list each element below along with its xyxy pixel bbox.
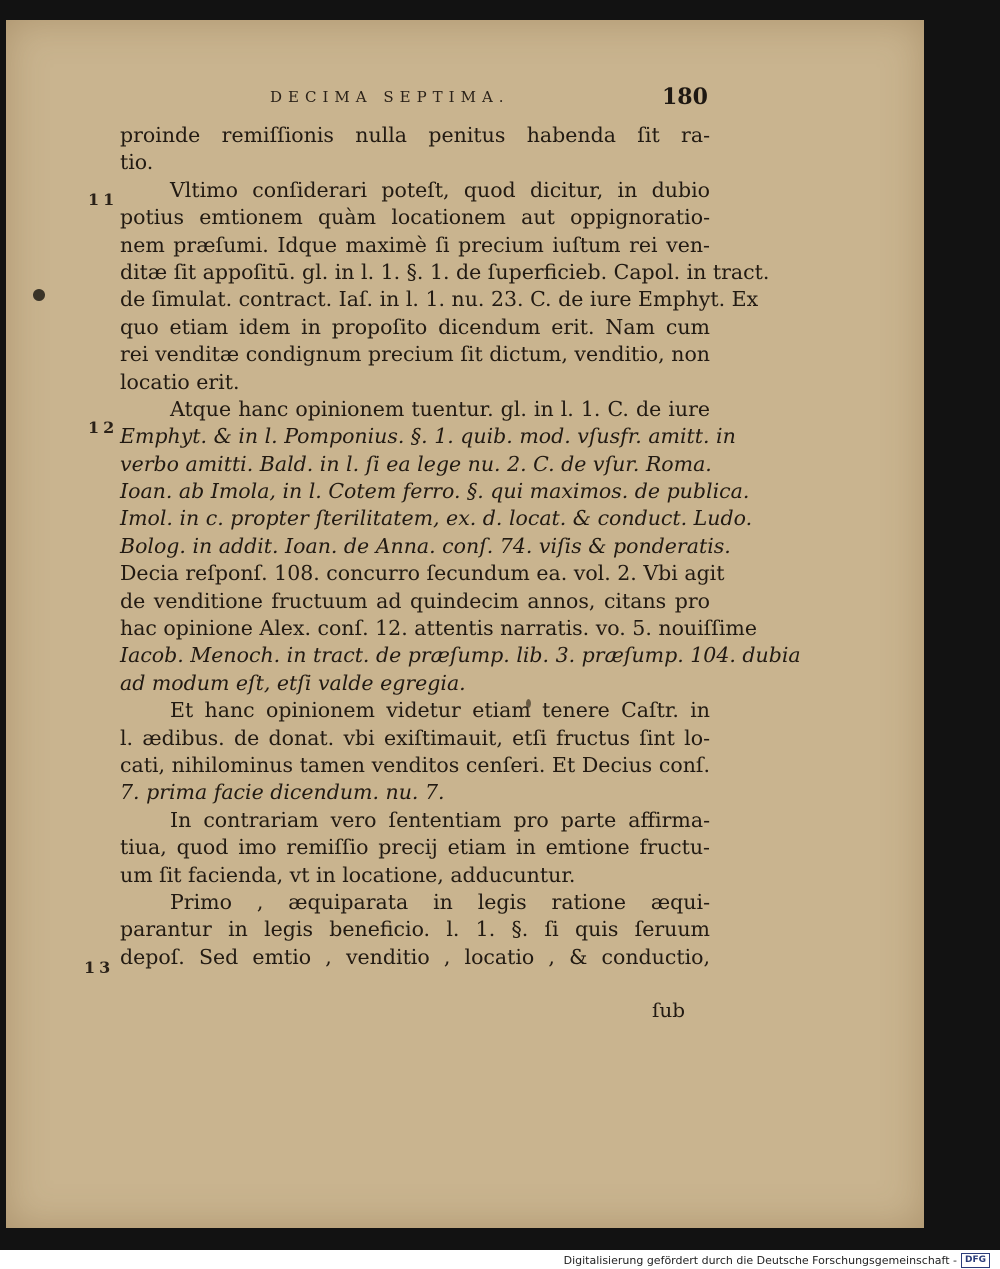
text-line: parantur in legis beneficio. l. 1. §. ſi quis ſeruum — [120, 917, 710, 942]
margin-number: 12 — [88, 418, 119, 437]
text-line: Imol. in c. propter ſterilitatem, ex. d. locat. & conduct. Ludo. — [120, 506, 753, 531]
text-line: ditæ ſit appoſitū. gl. in l. 1. §. 1. de ſuperficieb. Capol. in tract. — [120, 259, 770, 284]
digitization-footer — [564, 1252, 990, 1268]
text-line: de ſimulat. contract. Iaſ. in l. 1. nu. 23. C. de iure Emphyt. Ex — [120, 287, 759, 312]
text-line: Bolog. in addit. Ioan. de Anna. conſ. 74. viſis & ponderatis. — [120, 533, 731, 558]
text-line: hac opinione Alex. conſ. 12. attentis narratis. vo. 5. nouiſſime — [120, 616, 757, 641]
text-line: depoſ. Sed emtio , venditio , locatio , & conductio, — [120, 944, 710, 969]
text-line: de venditione fructuum ad quindecim annos, citans pro — [120, 588, 710, 613]
margin-number: 11 — [88, 190, 119, 209]
ink-stain — [33, 289, 45, 301]
text-line: Emphyt. & in l. Pomponius. §. 1. quib. mod. vſusfr. amitt. in — [120, 424, 736, 449]
margin-number: 13 — [84, 958, 115, 977]
body-text — [120, 122, 801, 971]
text-line: Vltimo conſiderari poteſt, quod dicitur, in dubio — [170, 177, 710, 202]
text-line: Decia reſponſ. 108. concurro ſecundum ea. vol. 2. Vbi agit — [120, 561, 725, 586]
text-line: Atque hanc opinionem tuentur. gl. in l. 1. C. de iure — [170, 396, 710, 421]
text-line: l. ædibus. de donat. vbi exiſtimauit, etſi fructus ſint lo- — [120, 725, 710, 750]
text-line: nem præſumi. Idque maximè ſi precium iuſtum rei ven- — [120, 232, 710, 257]
catchword: ſub — [652, 998, 686, 1022]
page-number: 180 — [662, 84, 708, 110]
text-line: Iacob. Menoch. in tract. de præſump. lib. 3. præſump. 104. dubia — [120, 643, 801, 668]
text-line: tiua, quod imo remiſſio precij etiam in emtione fructu- — [120, 835, 710, 860]
text-line: Et hanc opinionem videtur etiam tenere Caſtr. in — [170, 698, 710, 723]
text-line: Ioan. ab Imola, in l. Cotem ferro. §. qui maximos. de publica. — [120, 479, 750, 504]
text-line: tio. — [120, 150, 154, 175]
text-line: ad modum eſt, etſi valde egregia. — [120, 670, 466, 695]
text-line: potius emtionem quàm locationem aut oppignoratio- — [120, 205, 710, 230]
text-line: cati, nihilominus tamen venditos cenſeri. Et Decius conſ. — [120, 752, 710, 777]
footer-credit: Digitalisierung gefördert durch die Deutsche Forschungsgemeinschaft - — [563, 1253, 957, 1267]
text-line: verbo amitti. Bald. in l. ſi ea lege nu. 2. C. de vſur. Roma. — [120, 451, 712, 476]
text-line: rei venditæ condignum precium ſit dictum, venditio, non — [120, 342, 710, 367]
text-line: 7. prima facie dicendum. nu. 7. — [120, 780, 445, 805]
text-line: proinde remiſſionis nulla penitus habenda ſit ra- — [120, 123, 710, 147]
text-line: um ſit facienda, vt in locatione, adducuntur. — [120, 862, 576, 887]
text-line: In contrariam vero ſententiam pro parte affirma- — [170, 807, 710, 832]
running-head: DECIMA SEPTIMA. — [270, 88, 510, 106]
text-line: locatio erit. — [120, 369, 240, 394]
dfg-logo: DFG — [961, 1253, 990, 1268]
text-line: quo etiam idem in propoſito dicendum erit. Nam cum — [120, 314, 710, 339]
text-line: Primo , æquiparata in legis ratione æqui- — [170, 889, 710, 914]
